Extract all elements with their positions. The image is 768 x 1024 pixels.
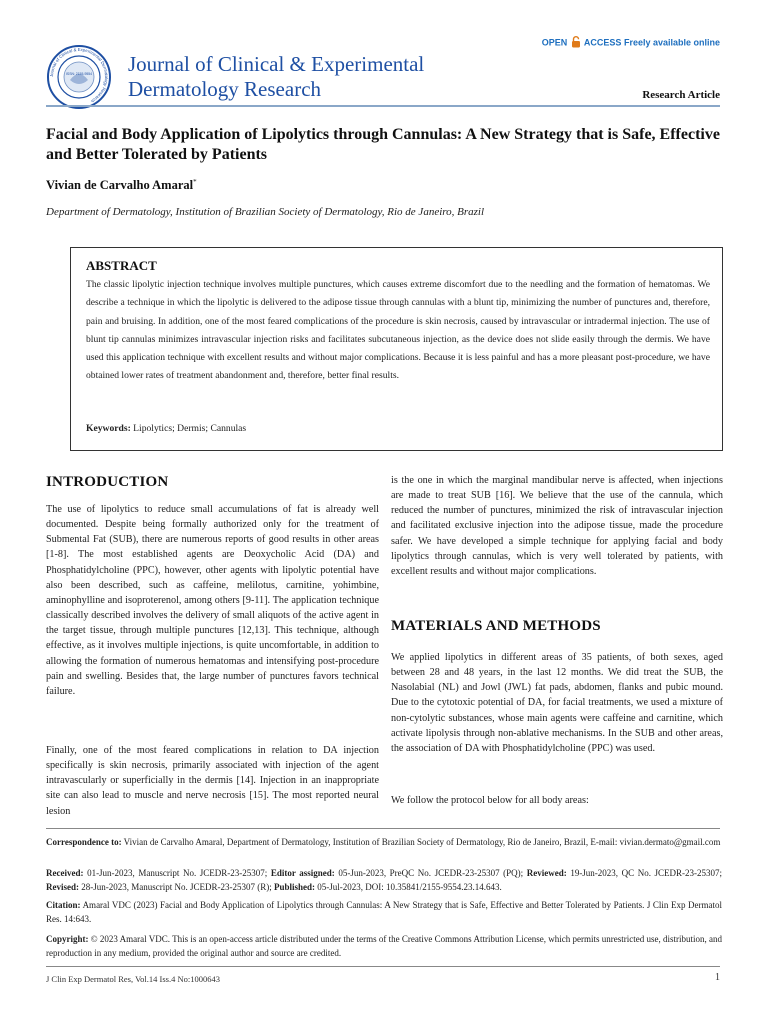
keywords: Keywords: Lipolytics; Dermis; Cannulas: [86, 423, 247, 434]
article-type: Research Article: [642, 89, 720, 101]
methods-column: [391, 650, 723, 756]
introduction-heading: INTRODUCTION: [46, 474, 169, 490]
footnote-divider: [46, 828, 720, 829]
svg-text:ISSN: 2155-9554: ISSN: 2155-9554: [65, 72, 93, 76]
journal-title: Journal of Clinical & Experimental Dermatology Research: [128, 52, 425, 101]
intro-paragraph: Finally, one of the most feared complications in relation to DA injection specifically is skin necrosis, primarily associated with injection of the agent intravascularly or superficially in the dermis [14]. Injection in an inappropriate site can also lead to muscle and nerve necrosis [15]. The most reported neural lesion: [46, 745, 379, 817]
methods-column-cont: [391, 793, 723, 808]
abstract-text: The classic lipolytic injection technique involves multiple punctures, which causes extreme discomfort due to the needling and the formation of hematomas. We describe a technique in which the lipolytic is delivered to the adipose tissue through cannulas with a blunt tip, minimizing the number of punctures and, therefore, pain and bruising. In addition, one of the most feared complications of the procedure is skin necrosis, caused by intravascular or intradermal injection. The use of blunt tip cannulas minimizes intravascular injection risks and facilitates subcutaneous injection, as the device does not slide easily through the dermis. We have used this application technique with excellent results and without major complications. Because it is less painful and has a more pleasant post-procedure, we have obtained lower rates of treatment abandonment and, therefore, better final results.: [86, 279, 710, 382]
open-access-badge: OPEN ACCESS Freely available online: [542, 36, 720, 50]
introduction-column-cont: [46, 743, 379, 819]
methods-heading: MATERIALS AND METHODS: [391, 618, 601, 634]
open-lock-icon: [571, 36, 581, 50]
methods-paragraph: We applied lipolytics in different areas of 35 patients, of both sexes, aged between 28 and 48 years, in the last 12 months. We did treat the SUB, the Nasolabial (NL) and Jowl (JWL) fat pads, abdomen, flanks and pubic mound. Due to the cytotoxic potential of DA, for facial treatments, we used a mixture of non-cytolytic substances, whose main agents were caffeine and carnitine, which activate lipolysis through non-ablative mechanisms. In the SUB and other areas, the association of DA with Phosphatidylcholine (PPC) was used.: [391, 652, 723, 754]
copyright-note: Copyright: © 2023 Amaral VDC. This is an open-access article distributed under the terms of the Creative Commons Attribution License, which permits unrestricted use, distribution, and reproduction in any medium, provided the original author and source are credited.: [46, 934, 723, 958]
correspondence-note: Correspondence to: Vivian de Carvalho Amaral, Department of Dermatology, Institution of Brazilian Society of Dermatology, Rio de Janeiro, Brazil, E-mail: vivian.dermato@gmail.com: [46, 837, 721, 847]
author-affiliation: Department of Dermatology, Institution of Brazilian Society of Dermatology, Rio de Janeiro, Brazil: [46, 206, 485, 218]
introduction-column-right: [391, 473, 723, 579]
citation-note: Citation: Amaral VDC (2023) Facial and Body Application of Lipolytics through Cannulas: A New Strategy that is Safe, Effective and Better Tolerated by Patients. J Clin Exp Dermatol Res. 14:643.: [46, 900, 723, 924]
page-number: 1: [715, 972, 720, 983]
methods-paragraph: We follow the protocol below for all body areas:: [391, 795, 589, 806]
svg-text:Journal of Clinical & Experime: Journal of Clinical & Experimental Dermatology Research: [48, 46, 110, 104]
intro-paragraph: is the one in which the marginal mandibular nerve is affected, when injections are made to treat SUB [16]. We believe that the use of the cannula, which reduced the number of punctures, minimized the risk of intravascular injection and facilitated exclusive injection into the adipose tissue, made the procedure safer. We have developed a simple technique for applying facial and body lipolytics through cannulas, which is very well tolerated by patients, with excellent results and without major complications.: [391, 475, 723, 577]
dates-note: Received: 01-Jun-2023, Manuscript No. JCEDR-23-25307; Editor assigned: 05-Jun-2023, PreQC No. JCEDR-23-25307 (PQ); Reviewed: 19-Jun-2023, QC No. JCEDR-23-25307; Revised: 28-Jun-2023, Manuscript No. JCEDR-23-25307 (R); Published: 05-Jul-2023, DOI: 10.35841/2155-9554.23.14.643.: [46, 868, 723, 892]
page-footer-divider: [46, 966, 720, 967]
abstract-heading: ABSTRACT: [86, 258, 157, 273]
author-name: Vivian de Carvalho Amaral*: [46, 178, 197, 193]
article-title: Facial and Body Application of Lipolytics through Cannulas: A New Strategy that is Safe, Effective and Better Tolerated by Patients: [46, 126, 720, 163]
introduction-column: [46, 502, 379, 699]
journal-logo: [46, 44, 112, 110]
header-divider: [46, 105, 720, 107]
page-footer-journal-ref: J Clin Exp Dermatol Res, Vol.14 Iss.4 No:1000643: [46, 974, 220, 984]
intro-paragraph: The use of lipolytics to reduce small accumulations of fat is already well documented. Despite being formally authorized only for the treatment of Submental Fat (SUB), there are numerous reports of good results in other areas [1-8]. The most established agents are Deoxycholic Acid (DA) and Phosphatidylcholine (PPC), however, other agents with lipolytic potential have also been described, such as caffeine, melilotus, carnitine, yohimbine, aminophylline and isoproterenol, among others [9-11]. The application technique classically described involves the delivery of small aliquots of the active agent in the target tissue, through multiple punctures [12,13]. This technique, although effective, as it involves multiple injections, is quite uncomfortable, in addition to allowing the formation of numerous hematomas and intensifying post-procedure pain and swelling. Besides that, the large number of punctures favors technical failure.: [46, 504, 379, 697]
